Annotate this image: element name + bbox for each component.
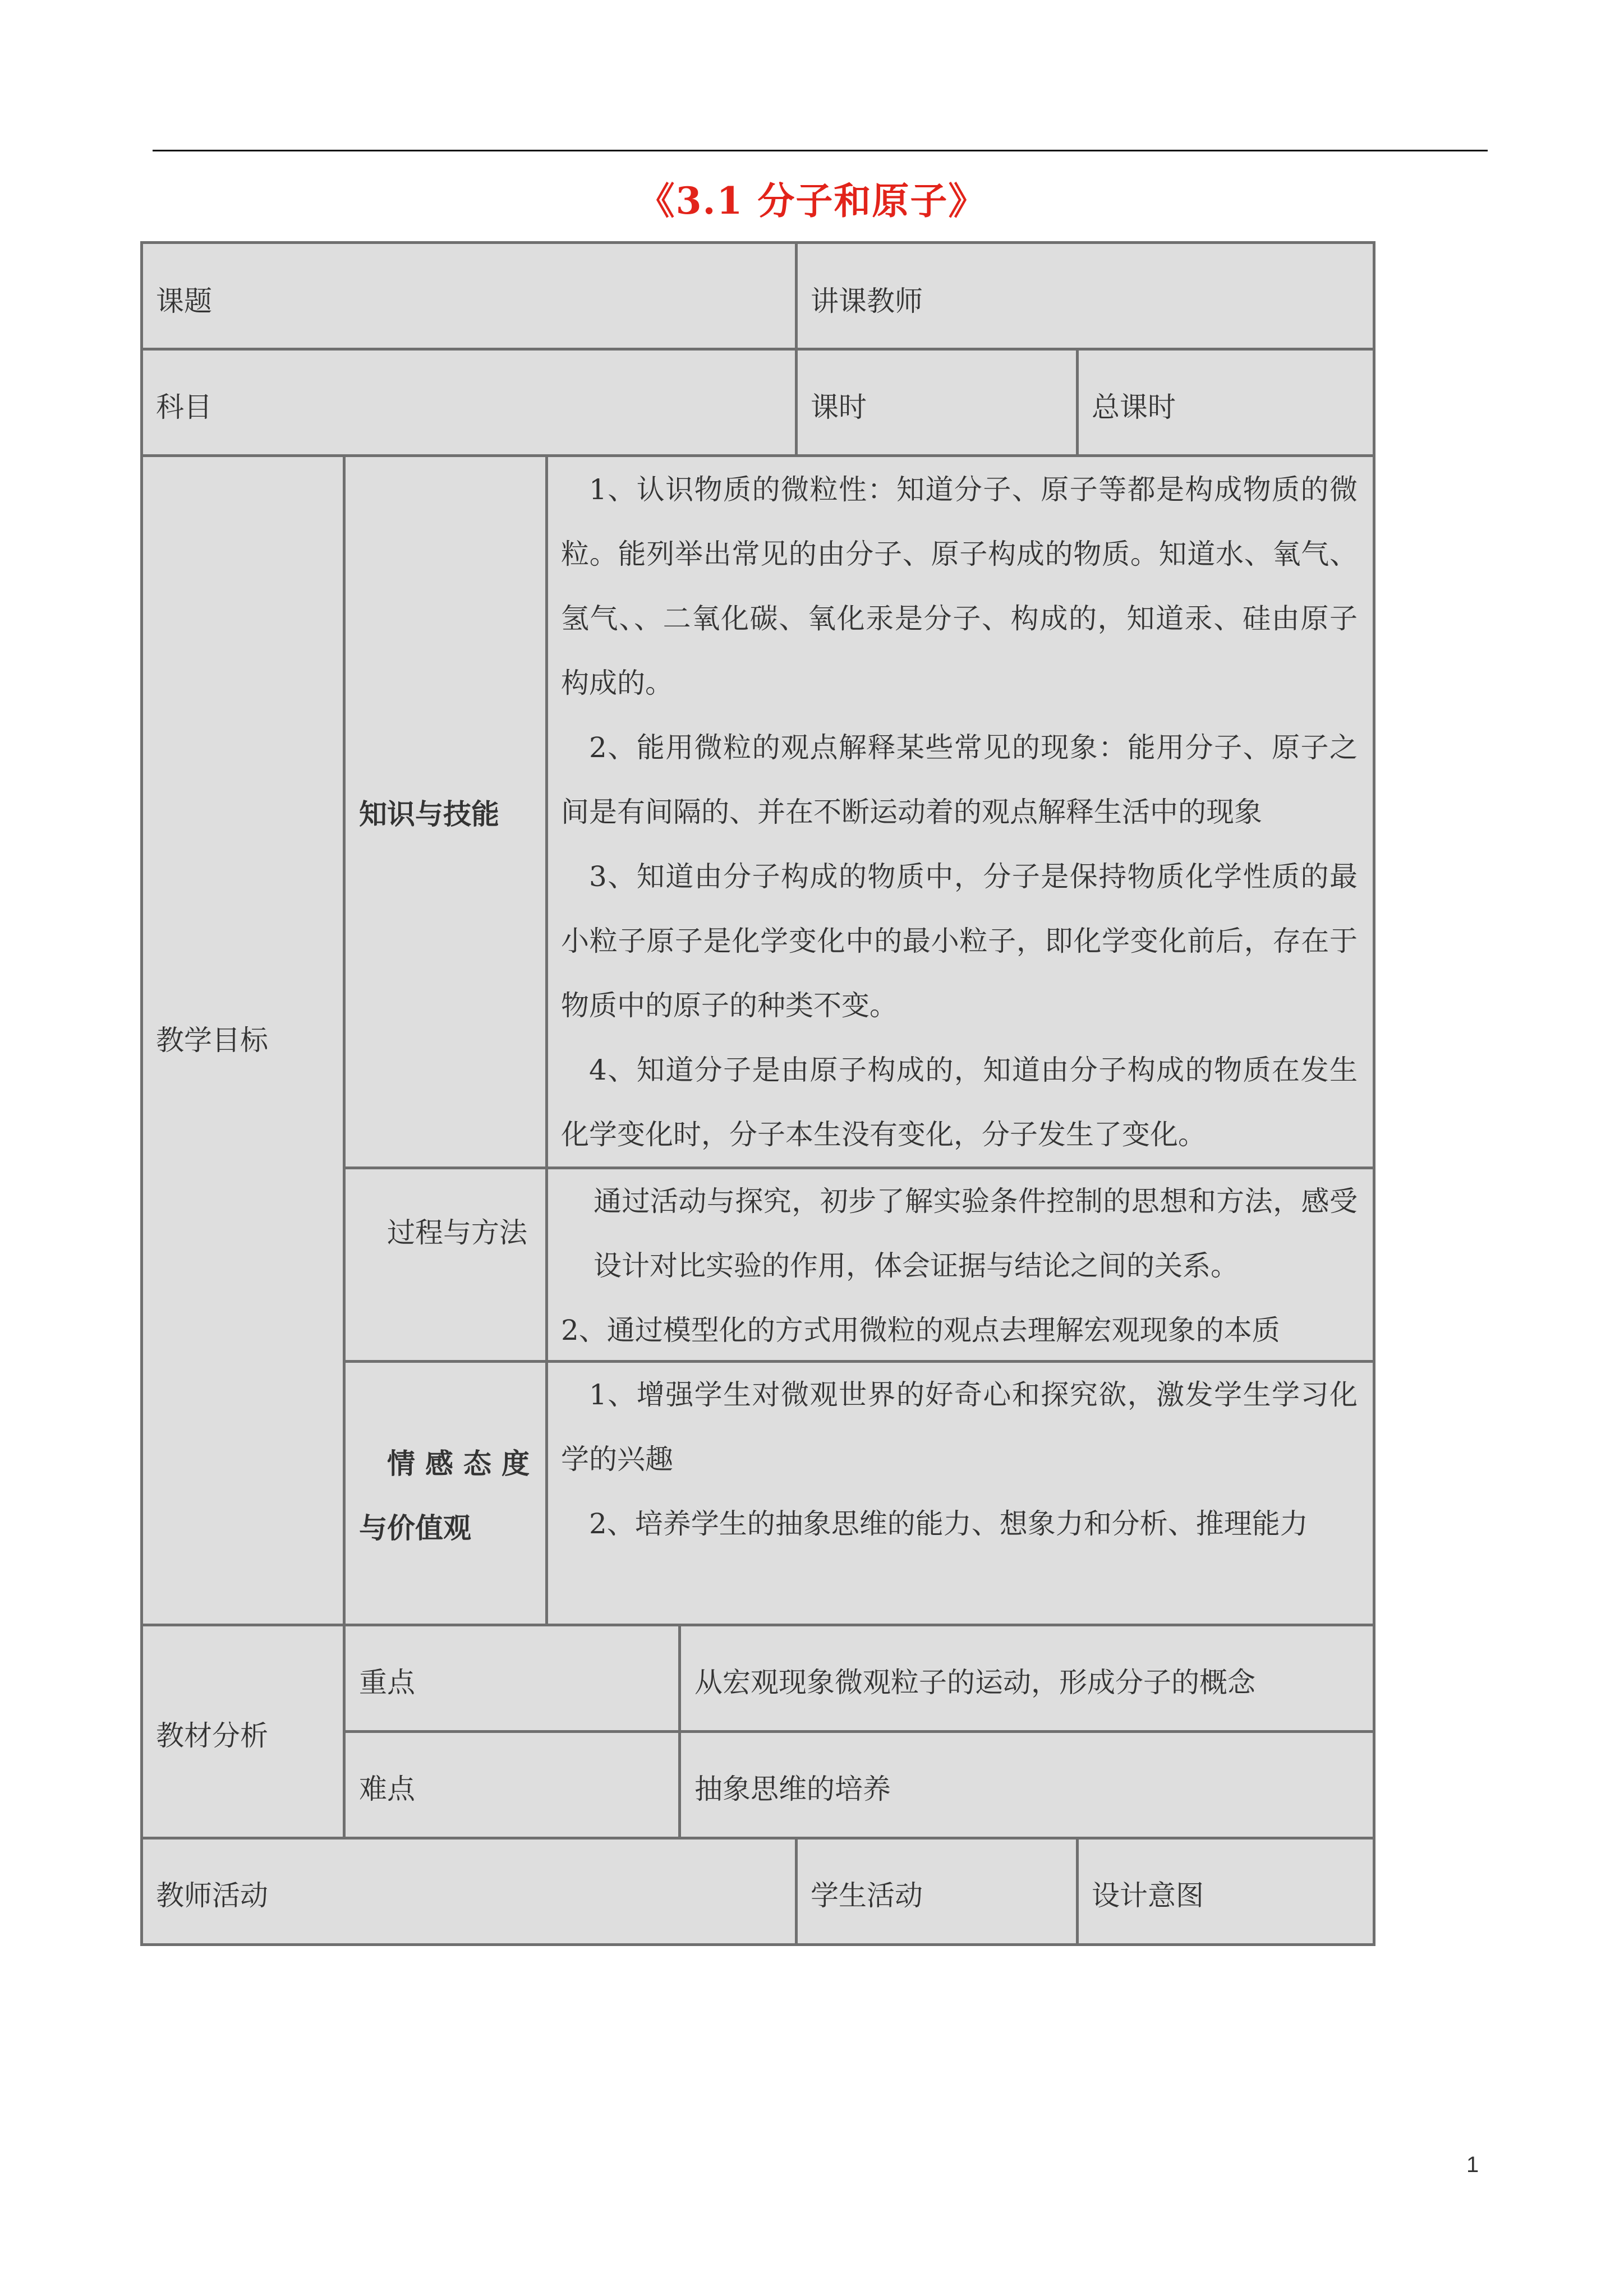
teacher-label: 讲课教师 [811,285,923,317]
knowledge-item-3: 3、知道由分子构成的物质中，分子是保持物质化学性质的最小粒子原子是化学变化中的最小粒子，即化学变化前后，存在于物质中的原子的种类不变。 [561,860,1358,1022]
knowledge-item-1: 1、认识物质的微粒性：知道分子、原子等都是构成物质的微粒。能列举出常见的由分子、原子构成的物质。知道水、氧气、氢气、、二氧化碳、氧化汞是分子、构成的，知道汞、硅由原子构成的。 [561,473,1358,699]
document-title: 《3.1 分子和原子》 [637,179,987,223]
total-hours-label: 总课时 [1092,391,1176,423]
goals-label: 教学目标 [156,1024,268,1057]
knowledge-label: 知识与技能 [359,797,499,831]
difficulty-label: 难点 [359,1773,415,1805]
teacher-activity-label: 教师活动 [156,1879,268,1912]
emotion-label-line2: 与价值观 [359,1511,471,1545]
emotion-label-cell [343,1360,548,1626]
process-label: 过程与方法 [387,1216,527,1249]
topic-cell [140,241,798,351]
emotion-label-line1: 情感态度 [387,1447,540,1480]
subject-label: 科目 [156,391,212,423]
subject-cell [140,348,798,457]
student-activity-label: 学生活动 [811,1879,923,1912]
key-label: 重点 [359,1666,415,1699]
key-content: 从宏观现象微观粒子的运动，形成分子的概念 [694,1666,1255,1699]
analysis-label: 教材分析 [156,1719,268,1752]
knowledge-item-4: 4、知道分子是由原子构成的，知道由分子构成的物质在发生化学变化时，分子本生没有变化，分子发生了变化。 [561,1054,1358,1151]
page-number: 1 [1466,2152,1479,2177]
knowledge-item-2: 2、能用微粒的观点解释某些常见的现象：能用分子、原子之间是有间隔的、并在不断运动着的观点解释生活中的现象 [561,731,1358,828]
design-intent-label: 设计意图 [1092,1879,1204,1912]
emotion-item-1: 1、增强学生对微观世界的好奇心和探究欲，激发学生学习化学的兴趣 [561,1378,1358,1476]
topic-label: 课题 [156,285,212,317]
difficulty-content: 抽象思维的培养 [694,1773,891,1805]
process-item-1: 通过活动与探究，初步了解实验条件控制的思想和方法，感受设计对比实验的作用，体会证据与结论之间的关系。 [594,1185,1358,1282]
emotion-item-2: 2、培养学生的抽象思维的能力、想象力和分析、推理能力 [589,1507,1308,1540]
emotion-content [561,1363,1358,1556]
process-item-2: 2、通过模型化的方式用微粒的观点去理解宏观现象的本质 [561,1314,1280,1347]
class-hours-label: 课时 [811,391,867,423]
process-label-cell [343,1167,548,1363]
process-content [561,1169,1358,1363]
knowledge-content [561,458,1358,1167]
